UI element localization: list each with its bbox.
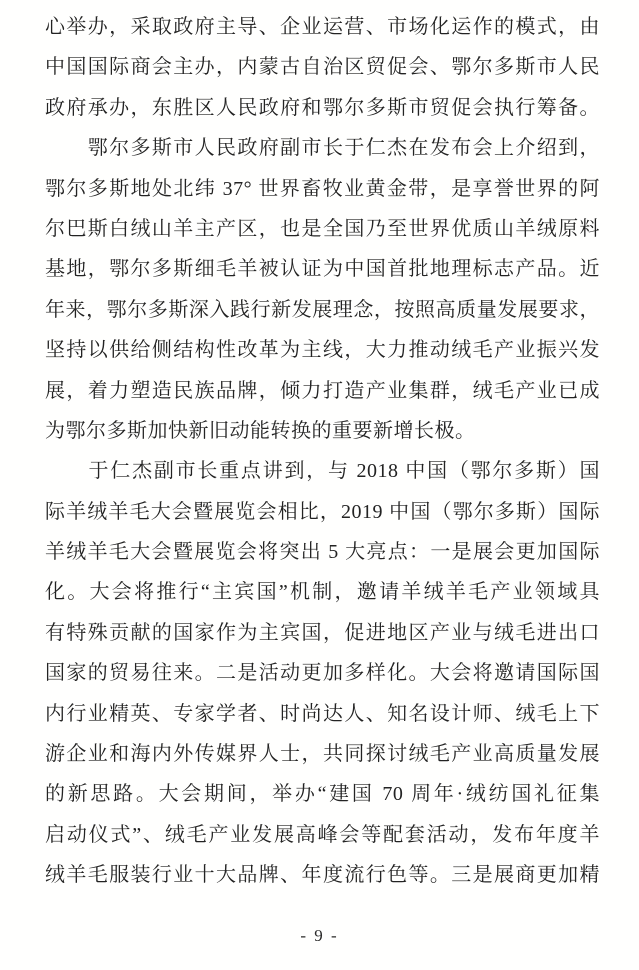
text-line: 鄂尔多斯市人民政府副市长于仁杰在发布会上介绍到， bbox=[45, 137, 600, 160]
page-number: - 9 - bbox=[300, 926, 339, 945]
text-line: 坚持以供给侧结构性改革为主线，大力推动绒毛产业振兴发 bbox=[45, 339, 600, 362]
text-line: 游企业和海内外传媒界人士，共同探讨绒毛产业高质量发展 bbox=[45, 743, 600, 766]
text-line: 于仁杰副市长重点讲到，与 2018 中国（鄂尔多斯）国 bbox=[45, 460, 600, 483]
text-line: 基地，鄂尔多斯细毛羊被认证为中国首批地理标志产品。近 bbox=[45, 258, 600, 281]
text-line: 有特殊贡献的国家作为主宾国，促进地区产业与绒毛进出口 bbox=[45, 621, 600, 644]
text-line: 内行业精英、专家学者、时尚达人、知名设计师、绒毛上下 bbox=[45, 702, 600, 725]
text-line: 展，着力塑造民族品牌，倾力打造产业集群，绒毛产业已成 bbox=[45, 379, 600, 402]
text-line: 际羊绒羊毛大会暨展览会相比，2019 中国（鄂尔多斯）国际 bbox=[45, 500, 600, 523]
text-line: 尔巴斯白绒山羊主产区，也是全国乃至世界优质山羊绒原料 bbox=[45, 217, 600, 240]
text-line: 化。大会将推行“主宾国”机制，邀请羊绒羊毛产业领域具 bbox=[45, 581, 600, 604]
text-line: 绒羊毛服装行业十大品牌、年度流行色等。三是展商更加精 bbox=[45, 864, 600, 887]
text-line: 心举办，采取政府主导、企业运营、市场化运作的模式，由 bbox=[45, 16, 600, 38]
text-line: 鄂尔多斯地处北纬 37° 世界畜牧业黄金带，是享誉世界的阿 bbox=[45, 177, 600, 200]
text-line: 羊绒羊毛大会暨展览会将突出 5 大亮点：一是展会更加国际 bbox=[45, 541, 600, 564]
text-line: 政府承办，东胜区人民政府和鄂尔多斯市贸促会执行筹备。 bbox=[45, 96, 600, 119]
text-line: 年来，鄂尔多斯深入践行新发展理念，按照高质量发展要求， bbox=[45, 298, 600, 321]
text-line: 的新思路。大会期间，举办“建国 70 周年·绒纺国礼征集 bbox=[45, 783, 600, 806]
text-line: 国家的贸易往来。二是活动更加多样化。大会将邀请国际国 bbox=[45, 662, 600, 685]
text-line: 中国国际商会主办，内蒙古自治区贸促会、鄂尔多斯市人民 bbox=[45, 56, 600, 79]
text-line-paragraph-end: 为鄂尔多斯加快新旧动能转换的重要新增长极。 bbox=[45, 419, 476, 442]
document-body bbox=[45, 7, 600, 896]
text-line: 启动仪式”、绒毛产业发展高峰会等配套活动，发布年度羊 bbox=[45, 823, 600, 846]
